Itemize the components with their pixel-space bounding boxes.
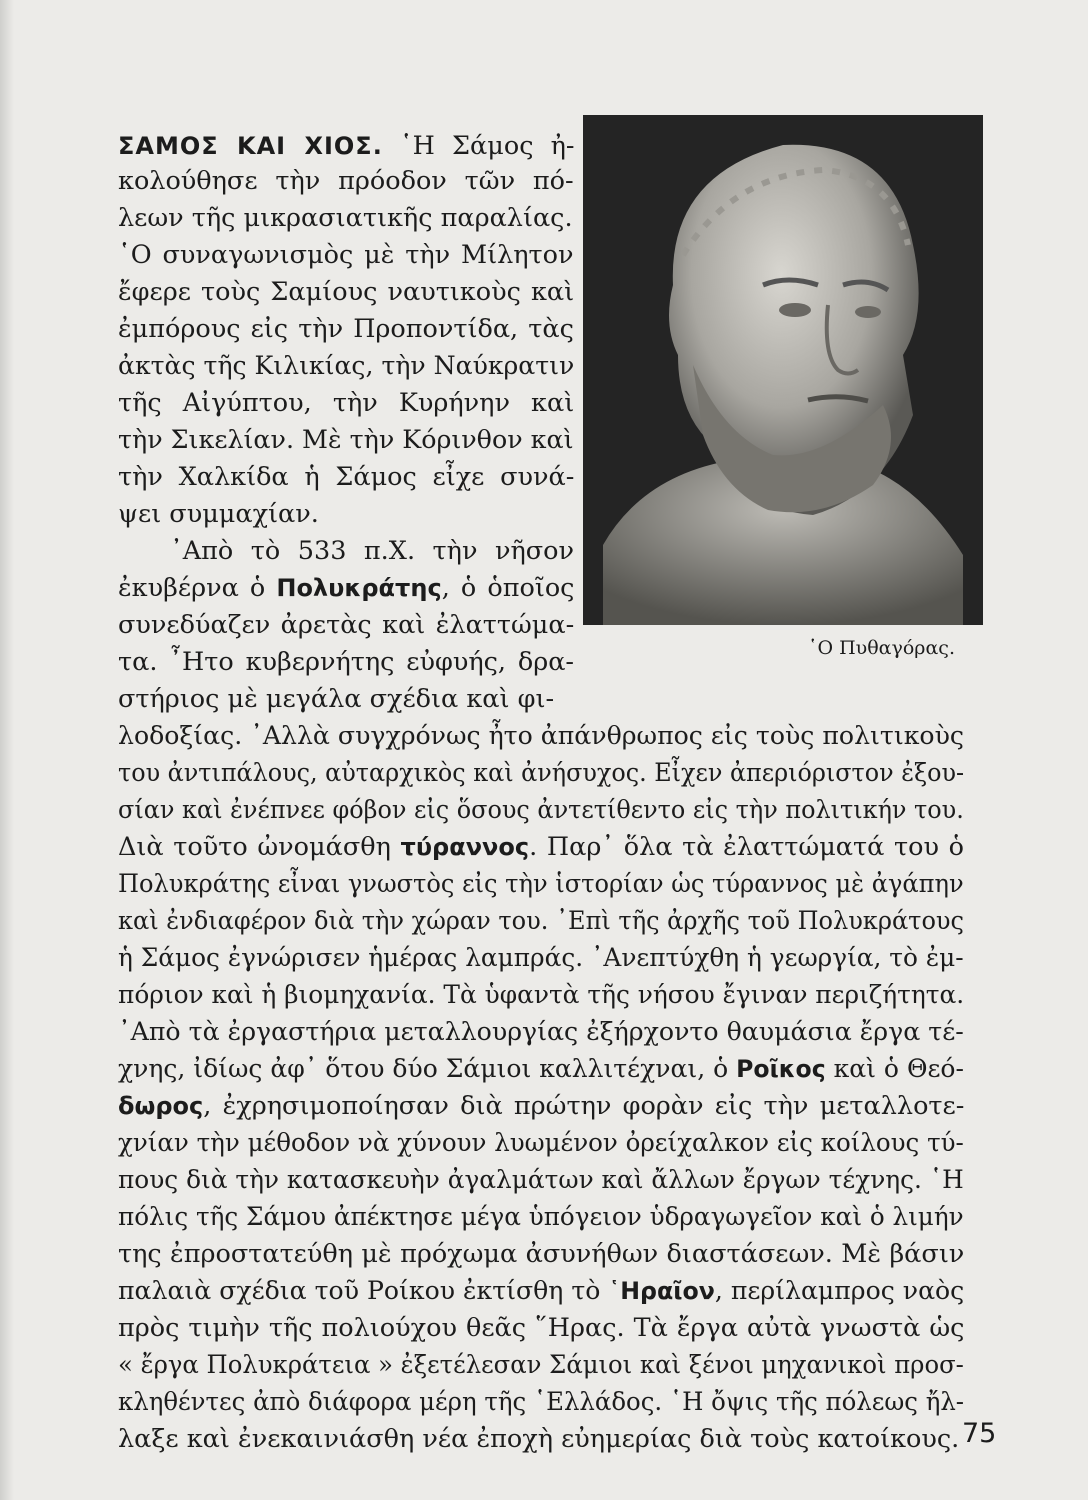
line-text: ἐμπόρους εἰς τὴν Προποντίδα, τὰς [118,314,574,344]
text-line [118,903,964,939]
section-heading: ΣΑΜΟΣ ΚΑΙ ΧΙΟΣ. [118,132,383,160]
line-text: ῾Ο συναγωνισμὸς μὲ τὴν Μίλητον [118,240,574,270]
text-line [118,1236,964,1272]
line-text: καὶ ἐνδιαφέρον διὰ τὴν χώραν του. ᾿Επὶ τῆς ἀρχῆς τοῦ Πολυκράτους [118,906,964,936]
text-line [118,1125,964,1161]
text-line [118,607,574,643]
line-text: πόλις τῆς Σάμου ἀπέκτησε μέγα ὑπόγειον ὑδραγωγεῖον καὶ ὁ λιμήν [118,1202,964,1232]
text-line [118,200,573,236]
text-line [118,128,574,164]
text-line [118,866,964,902]
line-text: ψει συμμαχίαν. [118,499,319,529]
text-line [118,163,574,199]
text-line [118,1384,964,1420]
line-text: λαξε καὶ ἐνεκαινιάσθη νέα ἐποχὴ εὐημερίας διὰ τοὺς κατοίκους. [118,1424,960,1454]
line-text: τα. ῏Ητο κυβερνήτης εὐφυής, δρα- [118,647,575,677]
line-text-end: καὶ ὁ Θεό- [825,1054,964,1084]
line-text: κληθέντες ἀπὸ διάφορα μέρη τῆς ῾Ελλάδος. ῾Η ὄψις τῆς πόλεως ἤλ- [118,1387,965,1417]
text-line [118,755,964,791]
text-line [118,422,574,458]
text-line [118,718,964,754]
line-text: Πολυκράτης εἶναι γνωστὸς εἰς τὴν ἱστορίαν ὡς τύραννος μὲ ἀγάπην [118,869,964,899]
bold-term: ῾Ηραῖον [608,1277,715,1305]
text-line [118,570,574,606]
text-line [118,496,319,532]
text-line [118,1088,964,1124]
bold-term: Πολυκράτης [276,574,442,602]
text-line [118,829,964,865]
text-line [118,274,574,310]
text-line [118,1051,964,1087]
line-text: λεων τῆς μικρασιατικῆς παραλίας. [118,203,573,233]
line-text: « ἔργα Πολυκράτεια » ἐξετέλεσαν Σάμιοι καὶ ξένοι μηχανικοὶ προσ- [118,1350,964,1380]
line-text: στήριος μὲ μεγάλα σχέδια καὶ φι- [118,684,555,714]
text-line [170,533,574,569]
photo-caption: ῾Ο Πυθαγόρας. [808,637,955,659]
text-line [118,385,574,421]
bold-term: δωρος [118,1092,204,1120]
pythagoras-bust-photo [583,115,983,625]
text-line [118,977,964,1013]
line-text: ἡ Σάμος ἐγνώρισεν ἡμέρας λαμπράς. ᾿Ανεπτύχθη ἡ γεωργία, τὸ ἐμ- [118,943,964,973]
line-text: συνεδύαζεν ἀρετὰς καὶ ἐλαττώμα- [118,610,575,640]
text-line [118,1014,964,1050]
line-text: ἀκτὰς τῆς Κιλικίας, τὴν Ναύκρατιν [118,351,575,381]
line-text: ἐκυβέρνα ὁ [118,573,277,603]
page-spine-shadow [0,0,14,1500]
text-line [118,1421,959,1457]
text-line [118,1347,964,1383]
line-text: λοδοξίας. ᾿Αλλὰ συγχρόνως ἦτο ἀπάνθρωπος εἰς τοὺς πολιτικοὺς [118,721,964,751]
text-line [118,348,574,384]
text-line [118,459,574,495]
text-line [118,1162,964,1198]
line-text: Διὰ τοῦτο ὠνομάσθη [118,832,401,862]
text-line [118,681,554,717]
text-line [118,940,964,976]
line-text-end: , ἐχρησιμοποίησαν διὰ πρώτην φορὰν εἰς τὴν μεταλλοτε- [203,1091,965,1121]
line-text-end: . Παρ᾿ ὅλα τὰ ἐλαττώματά του ὁ [529,832,964,862]
bust-illustration [583,115,983,625]
line-text: ᾿Απὸ τὸ 533 π.Χ. τὴν νῆσον [170,536,574,566]
page-number: 75 [962,1418,997,1449]
bold-term: Ροῖκος [736,1055,826,1083]
line-text: τὴν Χαλκίδα ἡ Σάμος εἶχε συνά- [118,462,575,492]
text-line [118,644,574,680]
line-text: ᾿Απὸ τὰ ἐργαστήρια μεταλλουργίας ἐξήρχοντο θαυμάσια ἔργα τέ- [118,1017,964,1047]
line-text: του ἀντιπάλους, αὐταρχικὸς καὶ ἀνήσυχος. Εἶχεν ἀπεριόριστον ἐξου- [118,758,965,788]
text-line [118,1199,964,1235]
line-text: τὴν Σικελίαν. Μὲ τὴν Κόρινθον καὶ [118,425,574,455]
text-line [118,1273,964,1309]
line-text: πόριον καὶ ἡ βιομηχανία. Τὰ ὑφαντὰ τῆς νήσου ἔγιναν περιζήτητα. [118,980,965,1010]
text-line [118,237,574,273]
line-text: πρὸς τιμὴν τῆς πολιούχου θεᾶς ῞Ηρας. Τὰ ἔργα αὐτὰ γνωστὰ ὡς [118,1313,965,1343]
line-text: παλαιὰ σχέδια τοῦ Ροίκου ἐκτίσθη τὸ [118,1276,609,1306]
line-text: σίαν καὶ ἐνέπνεε φόβον εἰς ὅσους ἀντετίθεντο εἰς τὴν πολιτικήν του. [118,795,964,825]
text-line [118,1310,964,1346]
line-text: της ἐπροστατεύθη μὲ πρόχωμα ἀσυνήθων διαστάσεων. Μὲ βάσιν [118,1239,965,1269]
text-line [118,792,964,828]
line-text: ἔφερε τοὺς Σαμίους ναυτικοὺς καὶ [118,277,575,307]
text-line [118,311,574,347]
line-text-end: , περίλαμπρος ναὸς [714,1276,965,1306]
line-text: πους διὰ τὴν κατασκευὴν ἀγαλμάτων καὶ ἄλλων ἔργων τέχνης. ῾Η [118,1165,964,1195]
line-text: κολούθησε τὴν πρόοδον τῶν πό- [118,166,574,196]
line-text: τῆς Αἰγύπτου, τὴν Κυρήνην καὶ [118,388,575,418]
bold-term: τύραννος [400,833,530,861]
line-text: χνίαν τὴν μέθοδον νὰ χύνουν λυωμένον ὀρείχαλκον εἰς κοίλους τύ- [118,1128,964,1158]
line-text: χνης, ἰδίως ἀφ᾿ ὅτου δύο Σάμιοι καλλιτέχναι, ὁ [118,1054,737,1084]
line-text: ῾Η Σάμος ἠ- [399,131,575,161]
line-text-end: , ὁ ὁποῖος [441,573,575,603]
